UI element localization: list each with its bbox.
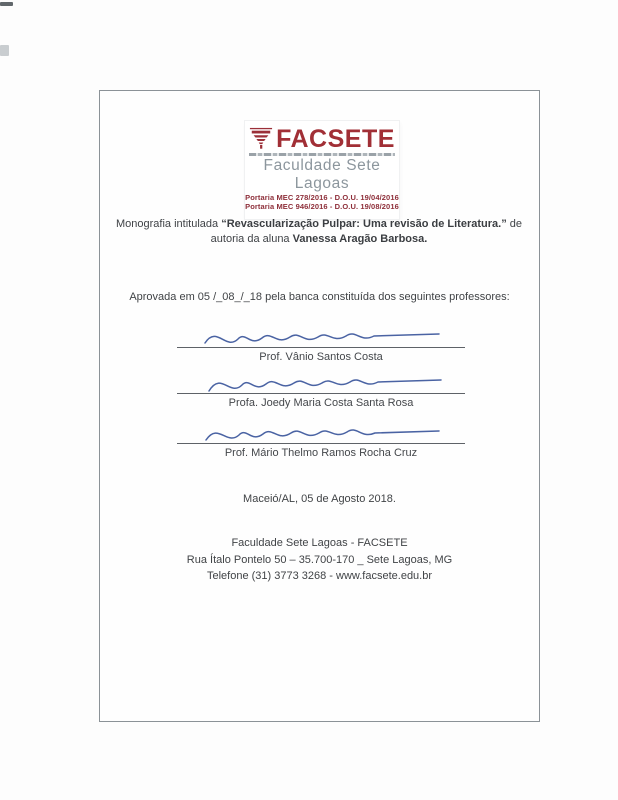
logo-portaria-line: Portaria MEC 946/2016 - D.O.U. 19/08/2016 — [245, 202, 399, 211]
logo-divider — [249, 153, 395, 156]
document-border — [99, 90, 540, 722]
signature-line — [177, 443, 465, 444]
logo-portaria-line: Portaria MEC 278/2016 - D.O.U. 19/04/2016 — [245, 193, 399, 202]
signature-line — [177, 393, 465, 394]
footer-institution: Faculdade Sete Lagoas - FACSETE — [231, 537, 408, 549]
facsete-logo — [245, 121, 399, 219]
work-title: “Revascularização Pulpar: Uma revisão de Literatura.” — [221, 218, 507, 230]
footer-address — [100, 535, 539, 585]
committee-member-name: Prof. Vânio Santos Costa — [259, 351, 383, 363]
logo-top-row — [245, 127, 399, 151]
monograph-title-paragraph — [111, 217, 527, 247]
title-middle: de autoria da aluna — [210, 218, 522, 245]
place-date: Maceió/AL, 05 de Agosto 2018. — [243, 493, 396, 505]
title-prefix: Monografia intitulada — [116, 218, 222, 230]
footer-phone-website: Telefone (31) 3773 3268 - www.facsete.edu.br — [206, 570, 433, 582]
scan-artifact-left — [0, 45, 9, 56]
scan-artifact-top — [0, 2, 13, 6]
committee-member-name: Prof. Mário Thelmo Ramos Rocha Cruz — [224, 447, 418, 459]
facsete-tree-icon — [249, 127, 273, 151]
approval-line: Aprovada em 05 /_08_/_18 pela banca constituída dos seguintes professores: — [129, 291, 510, 303]
logo-wordmark: FACSETE — [276, 125, 395, 153]
footer-street-address: Rua Ítalo Pontelo 50 – 35.700-170 _ Sete Lagoas, MG — [186, 553, 453, 566]
committee-member-name: Profa. Joedy Maria Costa Santa Rosa — [228, 397, 414, 409]
signature-line — [177, 347, 465, 348]
logo-subtitle: Faculdade Sete Lagoas — [263, 157, 381, 192]
author-name: Vanessa Aragão Barbosa. — [292, 233, 428, 245]
